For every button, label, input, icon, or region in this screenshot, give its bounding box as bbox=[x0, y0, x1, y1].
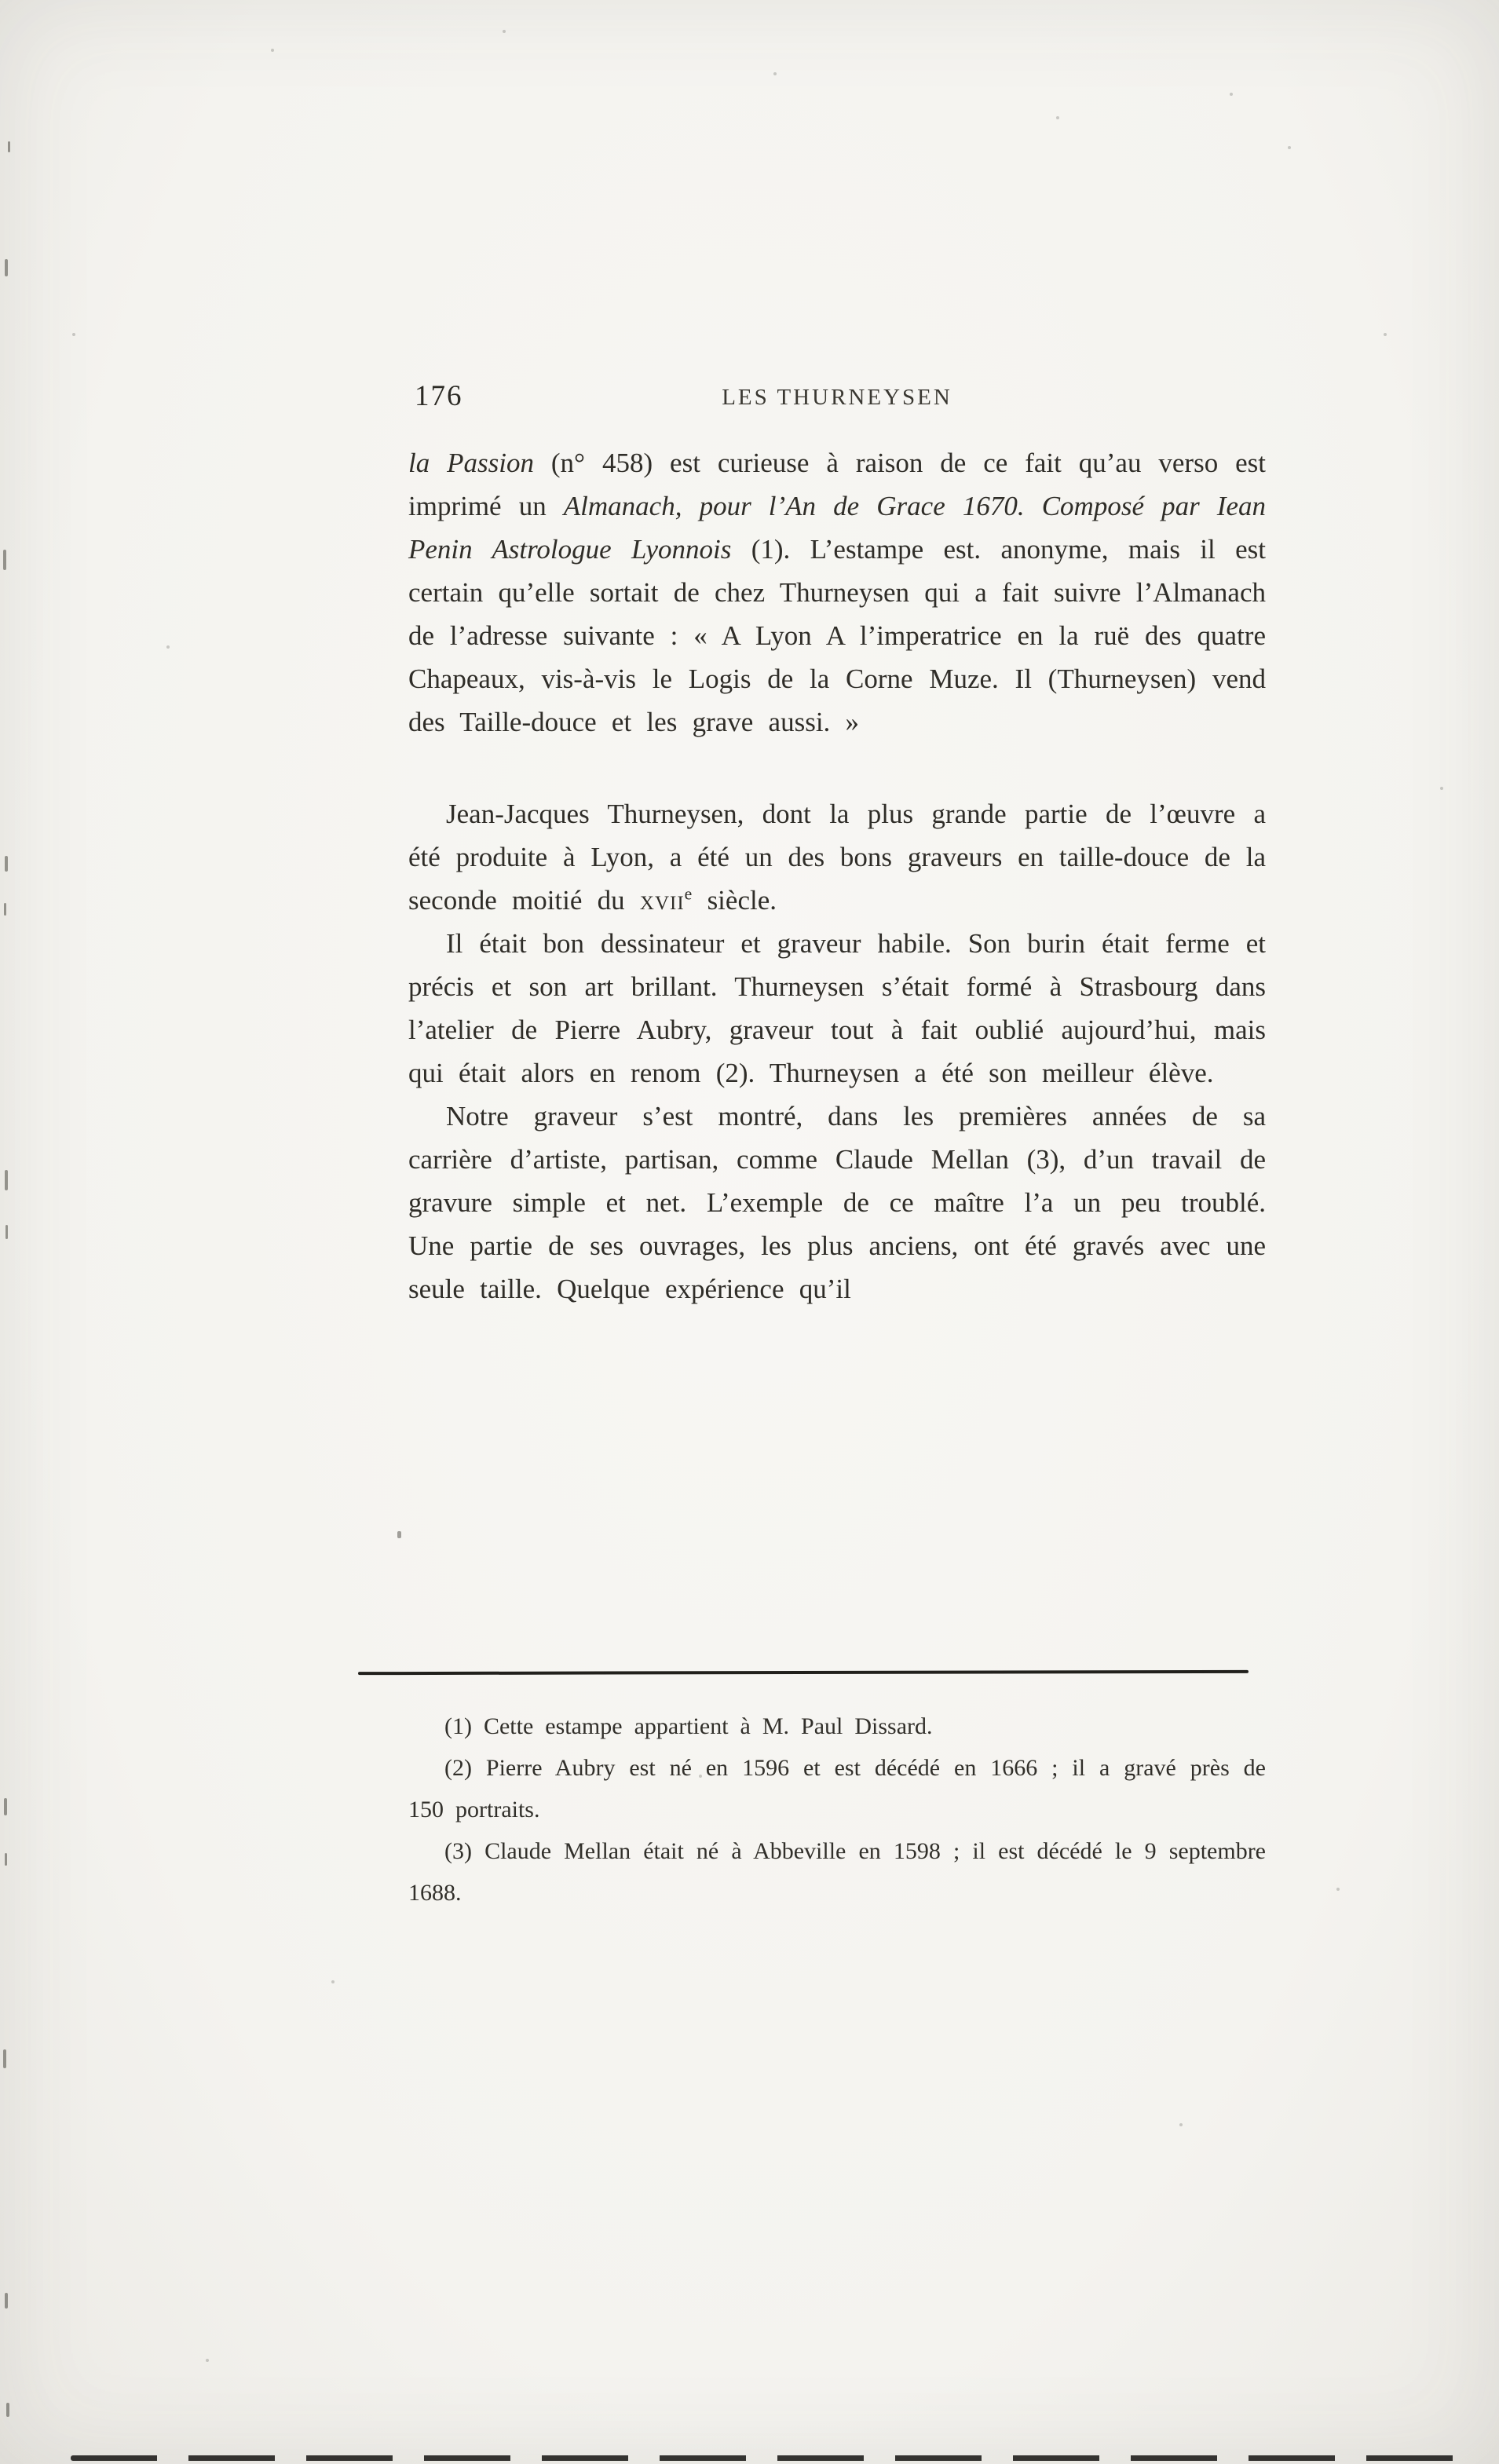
scan-speckle bbox=[206, 2359, 209, 2362]
scan-speckle bbox=[331, 1980, 335, 1983]
scan-mark bbox=[4, 1798, 7, 1815]
scan-speckle bbox=[1056, 116, 1059, 119]
scan-speckle bbox=[1336, 1888, 1340, 1891]
scan-speckle bbox=[1230, 93, 1233, 96]
scan-mark bbox=[5, 1170, 8, 1190]
scan-mark bbox=[397, 1531, 401, 1538]
scan-speckle bbox=[503, 30, 506, 33]
paragraph bbox=[408, 441, 1266, 744]
footnote: (2) Pierre Aubry est né en 1596 et est décédé en 1666 ; il a gravé près de 150 portraits. bbox=[408, 1755, 1266, 1822]
footnote: (1) Cette estampe appartient à M. Paul Dissard. bbox=[444, 1713, 933, 1739]
text-segment: (1). L’estampe est. anonyme, mais il est certain qu’elle sortait de chez Thurneysen qui a fait suivre l’Almanach de l’adresse suivante : « A Lyon A l’imperatrice en la ruë des quatre Chapeaux, vis-à-vis le Logis de la Corne Muze. Il (Thurneysen) vend des Taille-douce et les grave aussi. » bbox=[408, 534, 1266, 737]
text-segment: e bbox=[684, 884, 693, 904]
text-segment: (n° 458) est curieuse à raison de ce fait qu’au verso est imprimé un bbox=[408, 448, 1266, 521]
text-segment: siècle. bbox=[692, 885, 777, 916]
scan-mark bbox=[5, 856, 8, 872]
text-segment: la Passion bbox=[408, 448, 551, 478]
scan-mark bbox=[5, 1853, 7, 1866]
scan-speckle bbox=[271, 49, 274, 52]
footnotes bbox=[408, 1705, 1266, 1914]
paragraph: Il était bon dessinateur et graveur habile. Son burin était ferme et précis et son art brillant. Thurneysen s’était formé à Strasbourg dans l’atelier de Pierre Aubry, graveur tout à fait oublié aujourd’hui, mais qui était alors en renom (2). Thurneysen a été son meilleur élève. bbox=[408, 928, 1266, 1088]
scan-speckle bbox=[1384, 333, 1387, 336]
scan-speckle bbox=[1440, 787, 1443, 790]
scan-mark bbox=[4, 903, 6, 916]
scan-speckle bbox=[72, 333, 75, 336]
scan-speckle bbox=[773, 72, 777, 75]
footnote: (3) Claude Mellan était né à Abbeville en 1598 ; il est décédé le 9 septembre 1688. bbox=[408, 1838, 1266, 1906]
scan-speckle bbox=[166, 645, 170, 649]
page-header bbox=[408, 377, 1266, 413]
text-segment: Jean-Jacques Thurneysen, dont la plus grande partie de l’œuvre a été produite à Lyon, a été un des bons graveurs en taille-douce de la seconde moitié du bbox=[408, 799, 1266, 916]
scan-edge-artifact bbox=[71, 2455, 1475, 2461]
scan-mark bbox=[5, 1225, 8, 1239]
page-body bbox=[408, 441, 1266, 1311]
scan-mark bbox=[5, 2293, 8, 2309]
paragraph bbox=[408, 792, 1266, 922]
scan-mark bbox=[3, 2049, 6, 2068]
scan-speckle bbox=[1179, 2123, 1183, 2126]
scan-speckle bbox=[1288, 146, 1291, 149]
running-header: LES THURNEYSEN bbox=[722, 385, 952, 410]
text-segment: xvii bbox=[639, 885, 685, 916]
text-segment: Almanach, pour l’An de Grace 1670. Composé par Iean Penin Astrologue Lyonnois bbox=[408, 491, 1266, 565]
scan-mark bbox=[8, 141, 10, 152]
footnote-rule bbox=[358, 1670, 1249, 1675]
scan-mark bbox=[3, 550, 6, 570]
scan-mark bbox=[6, 2403, 9, 2417]
scan-mark bbox=[5, 259, 8, 276]
page-number: 176 bbox=[415, 380, 463, 412]
paragraph: Notre graveur s’est montré, dans les premières années de sa carrière d’artiste, partisan, comme Claude Mellan (3), d’un travail de gravure simple et net. L’exemple de ce maître l’a un peu troublé. Une partie de ses ouvrages, les plus anciens, ont été gravés avec une seule taille. Quelque expérience qu’il bbox=[408, 1101, 1266, 1304]
